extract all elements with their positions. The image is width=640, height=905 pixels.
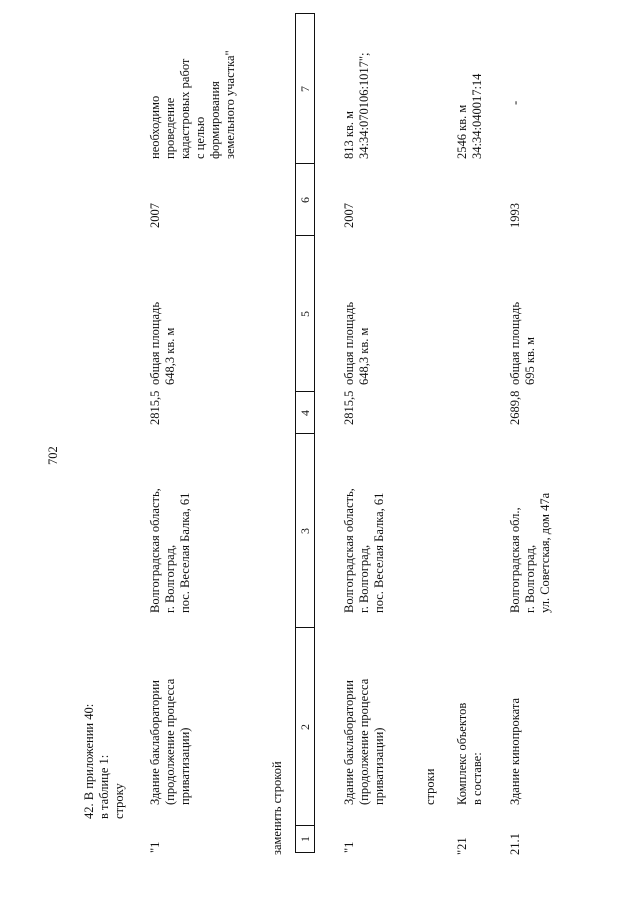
col-header-7: 7 — [298, 86, 312, 92]
row-21-note: 2546 кв. м 34:34:040017:14 — [455, 73, 484, 159]
intro-text: 42. В приложении 40: в таблице 1: строку — [82, 703, 126, 819]
row-21-1-num: 21.1 — [508, 833, 522, 855]
row-21-name: Комплекс объектов в составе: — [455, 702, 484, 805]
new-row-name: Здание баклаборатории (продолжение процесса приватизации) — [342, 678, 386, 805]
col-header-3: 3 — [296, 433, 314, 628]
rows-label: строки — [423, 768, 437, 805]
row-21-1-value: 2689,8 — [508, 390, 522, 425]
row-21-num: "21 — [455, 837, 469, 855]
old-row-name: Здание баклаборатории (продолжение процесса приватизации) — [148, 678, 192, 805]
page-number: 702 — [46, 446, 60, 465]
new-row-note: 813 кв. м 34:34:070106:1017"; — [342, 52, 371, 159]
row-21-1-year: 1993 — [508, 203, 522, 228]
old-row-num: "1 — [148, 841, 162, 853]
new-row-num: "1 — [342, 841, 356, 853]
row-21-1-area: общая площадь 695 кв. м — [508, 301, 537, 385]
old-row-area: общая площадь 648,3 кв. м — [148, 301, 177, 385]
new-row-area: общая площадь 648,3 кв. м — [342, 301, 371, 385]
old-row-address: Волгоградская область, г. Волгоград, пос. Веселая Балка, 61 — [148, 488, 192, 613]
row-21-1-address: Волгоградская обл., г. Волгоград, ул. Советская, дом 47а — [508, 492, 552, 613]
new-row-address: Волгоградская область, г. Волгоград, пос. Веселая Балка, 61 — [342, 488, 386, 613]
new-row-year: 2007 — [342, 203, 356, 228]
old-row-note: необходимо проведение кадастровых работ с целью формирования земельного участка" — [148, 50, 237, 159]
old-row-value: 2815,5 — [148, 390, 162, 425]
new-row-value: 2815,5 — [342, 390, 356, 425]
row-21-1-note: - — [508, 100, 522, 105]
col-header-2: 2 — [296, 627, 314, 826]
old-row-year: 2007 — [148, 203, 162, 228]
column-number-header — [295, 13, 315, 853]
col-header-4: 4 — [296, 391, 314, 434]
col-header-6: 6 — [296, 163, 314, 236]
row-21-1-name: Здание кинопроката — [508, 697, 522, 805]
col-header-1: 1 — [296, 825, 314, 852]
replace-label: заменить строкой — [270, 761, 284, 855]
col-header-5: 5 — [296, 235, 314, 392]
